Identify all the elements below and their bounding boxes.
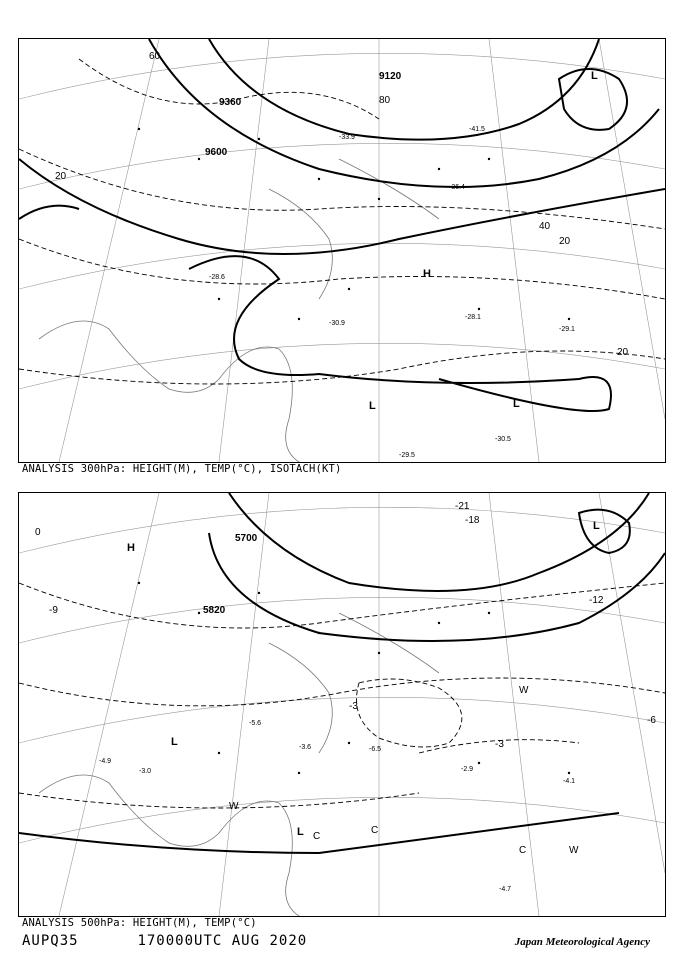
low-center: L (297, 826, 304, 838)
height-contours (19, 493, 665, 853)
valid-time: 170000UTC AUG 2020 (137, 933, 308, 949)
map-500hpa-panel (18, 492, 666, 917)
warm-center: W (519, 685, 529, 696)
temp-reading: -4.1 (563, 778, 576, 785)
temp-reading: -30.9 (329, 320, 345, 327)
temp-label: -3 (495, 739, 504, 750)
temp-reading: -3.0 (139, 768, 152, 775)
low-center: L (171, 736, 178, 748)
map-500hpa-canvas (19, 493, 665, 916)
map-300hpa-panel (18, 38, 666, 463)
warm-center: W (229, 801, 239, 812)
isotach-label: 20 (617, 347, 629, 358)
temp-label: -21 (455, 501, 470, 512)
low-center: L (591, 70, 598, 82)
top-panel-caption: ANALYSIS 300hPa: HEIGHT(M), TEMP(°C), ISOTACH(KT) (22, 463, 342, 475)
isotach-label: 40 (539, 221, 551, 232)
temp-reading: -33.9 (339, 134, 355, 141)
chart-footer (22, 933, 307, 949)
chart-code: AUPQ35 (22, 933, 79, 949)
temp-reading: -30.5 (495, 436, 511, 443)
temp-reading: -41.5 (469, 126, 485, 133)
cold-center: C (313, 831, 321, 842)
agency-name: Japan Meteorological Agency (514, 936, 650, 948)
temp-label: -18 (465, 515, 480, 526)
low-center: L (513, 398, 520, 410)
isotach-label: 20 (55, 171, 67, 182)
warm-center: W (569, 845, 579, 856)
temp-reading: -4.7 (499, 886, 512, 893)
height-label-5700: 5700 (235, 533, 258, 544)
low-center: L (593, 520, 600, 532)
temp-reading: -3.6 (299, 744, 312, 751)
height-label-9360: 9360 (219, 97, 242, 108)
high-center: H (127, 542, 135, 554)
isotach-label: 60 (149, 51, 161, 62)
height-label-9120: 9120 (379, 71, 402, 82)
isotach-label: 20 (559, 236, 571, 247)
map-300hpa-canvas (19, 39, 665, 462)
temp-reading: -28.6 (209, 274, 225, 281)
isotach-label: 80 (379, 95, 391, 106)
temp-label: 0 (35, 527, 41, 538)
temp-reading: -4.9 (99, 758, 112, 765)
bottom-panel-caption: ANALYSIS 500hPa: HEIGHT(M), TEMP(°C) (22, 917, 257, 929)
temp-reading: -29.5 (399, 452, 415, 459)
height-label-5820: 5820 (203, 605, 226, 616)
temp-reading: -2.9 (461, 766, 474, 773)
temp-reading: -6.5 (369, 746, 382, 753)
height-contours (19, 39, 665, 411)
temp-reading: -5.6 (249, 720, 262, 727)
height-label-9600: 9600 (205, 147, 228, 158)
temp-reading: -36.4 (449, 184, 465, 191)
cold-center: C (519, 845, 527, 856)
cold-center: C (371, 825, 379, 836)
temp-label: -3 (349, 701, 358, 712)
isotherms (19, 583, 665, 808)
temp-label: -9 (49, 605, 58, 616)
temp-label: -6 (647, 715, 656, 726)
temp-label: -12 (589, 595, 604, 606)
temp-reading: -28.1 (465, 314, 481, 321)
temp-reading: -29.1 (559, 326, 575, 333)
low-center: L (369, 400, 376, 412)
high-center: H (423, 268, 431, 280)
station-marks (138, 128, 570, 320)
